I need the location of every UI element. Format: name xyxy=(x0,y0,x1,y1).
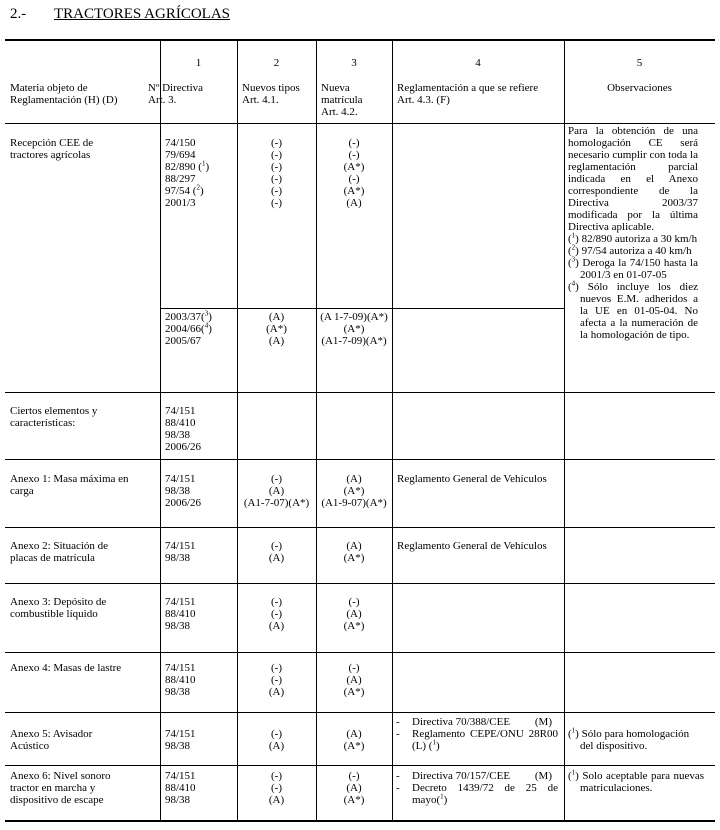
row4-nuevos: (-) (A) xyxy=(268,540,285,564)
column-number-3: 3 xyxy=(351,57,357,69)
row7-directivas: 74/151 98/38 xyxy=(165,728,196,752)
row1b-matricula: (A 1-7-09)(A*) (A*) (A1-7-09)(A*) xyxy=(320,311,388,347)
header-observaciones: Observaciones xyxy=(607,82,672,94)
row7-matricula: (A) (A*) xyxy=(343,728,365,752)
row5-nuevos: (-) (-) (A) xyxy=(268,596,285,632)
section-heading: TRACTORES AGRÍCOLAS xyxy=(54,6,231,22)
header-nueva-matricula: Nueva matrícula Art. 4.2. xyxy=(321,82,363,118)
row2-directivas: 74/151 88/410 98/38 2006/26 xyxy=(165,405,202,453)
section-number: 2.- xyxy=(10,6,27,22)
column-number-1: 1 xyxy=(195,57,202,69)
row5-directivas: 74/151 88/410 98/38 xyxy=(165,596,196,632)
column-number-4: 4 xyxy=(475,57,481,69)
row8-reglamentacion: - Directiva 70/157/CEE (M) - Decreto 1439/72 de 25 de mayo($^1$) xyxy=(396,770,558,806)
header-reglamentacion: Reglamentación a que se refiere Art. 4.3. (F) xyxy=(397,82,539,106)
header-materia: Materia objeto de Reglamentación (H) (D) xyxy=(10,82,118,106)
column-number-5: 5 xyxy=(636,57,643,69)
row1b-nuevos: (A) (A*) (A) xyxy=(266,311,287,347)
column-number-2: 2 xyxy=(273,57,280,69)
header-nuevos-tipos: Nuevos tipos Art. 4.1. xyxy=(242,82,300,106)
header-directiva: Nº Directiva Art. 3. xyxy=(148,82,204,106)
row1-materia: Recepción CEE de tractores agrícolas xyxy=(10,137,94,161)
row1-observaciones: Para la obtención de una homologación CE será necesario cumplir con toda la reglamentación parcial indicada en el Anexo correspondiente de la Directiva 2003/37 modificada por la última Directiva aplicable. ($^1$) 82/890 autoriza a 30 km/h ($^2$) 97/54 autoriza a 40 km/h ($^3$) Deroga la 74/150 hasta la 2001/3 en 01-07-05 ($^4$) Sólo incluye los diez nuevos E.M. adheridos a la UE en 01-05-04. No afecta a la numeración de la homologación de tipo. xyxy=(568,125,698,341)
row7-reglamentacion: - Directiva 70/388/CEE (M) - Reglamento CEPE/ONU 28R00 (L) ($^1$) xyxy=(396,716,558,752)
row3-reglamentacion: Reglamento General de Vehículos xyxy=(397,473,547,485)
row8-observaciones: ($^1$) Solo aceptable para nuevas matriculaciones. xyxy=(568,768,704,794)
row4-materia: Anexo 2: Situación de placas de matrícula xyxy=(10,540,109,564)
row3-nuevos: (-) (A) (A1-7-07)(A*) xyxy=(243,473,310,509)
row8-directivas: 74/151 88/410 98/38 xyxy=(165,770,196,806)
row1-nuevos: (-) (-) (-) (-) (-) (-) xyxy=(271,137,282,209)
row3-materia: Anexo 1: Masa máxima en carga xyxy=(10,473,129,497)
row7-observaciones: ($^1$) Sólo para homologación del dispositivo. xyxy=(568,726,690,752)
row5-materia: Anexo 3: Depósito de combustible líquido xyxy=(10,596,107,620)
row5-matricula: (-) (A) (A*) xyxy=(343,596,365,632)
row8-nuevos: (-) (-) (A) xyxy=(268,770,285,806)
row7-nuevos: (-) (A) xyxy=(268,728,285,752)
section-title xyxy=(10,6,230,23)
row4-matricula: (A) (A*) xyxy=(343,540,365,564)
row4-directivas: 74/151 98/38 xyxy=(165,540,196,564)
row2-materia: Ciertos elementos y características: xyxy=(10,405,98,429)
row6-directivas: 74/151 88/410 98/38 xyxy=(165,662,196,698)
row3-directivas: 74/151 98/38 2006/26 xyxy=(165,473,202,509)
row6-nuevos: (-) (-) (A) xyxy=(268,662,285,698)
row1-directivas: 74/150 79/694 82/890 ($^1$) 88/297 97/54 ($^2$) 2001/3 xyxy=(165,137,210,209)
row8-matricula: (-) (A) (A*) xyxy=(343,770,365,806)
row4-reglamentacion: Reglamento General de Vehículos xyxy=(397,540,547,552)
row1-matricula: (-) (-) (A*) (-) (A*) (A) xyxy=(343,137,365,209)
row1b-directivas: 2003/37($^3$) 2004/66($^4$) 2005/67 xyxy=(165,309,212,347)
row7-materia: Anexo 5: Avisador Acústico xyxy=(10,728,93,752)
row8-materia: Anexo 6: Nivel sonoro tractor en marcha y dispositivo de escape xyxy=(10,770,111,806)
row3-matricula: (A) (A*) (A1-9-07)(A*) xyxy=(321,473,387,509)
row6-materia: Anexo 4: Masas de lastre xyxy=(10,662,122,674)
row6-matricula: (-) (A) (A*) xyxy=(343,662,365,698)
